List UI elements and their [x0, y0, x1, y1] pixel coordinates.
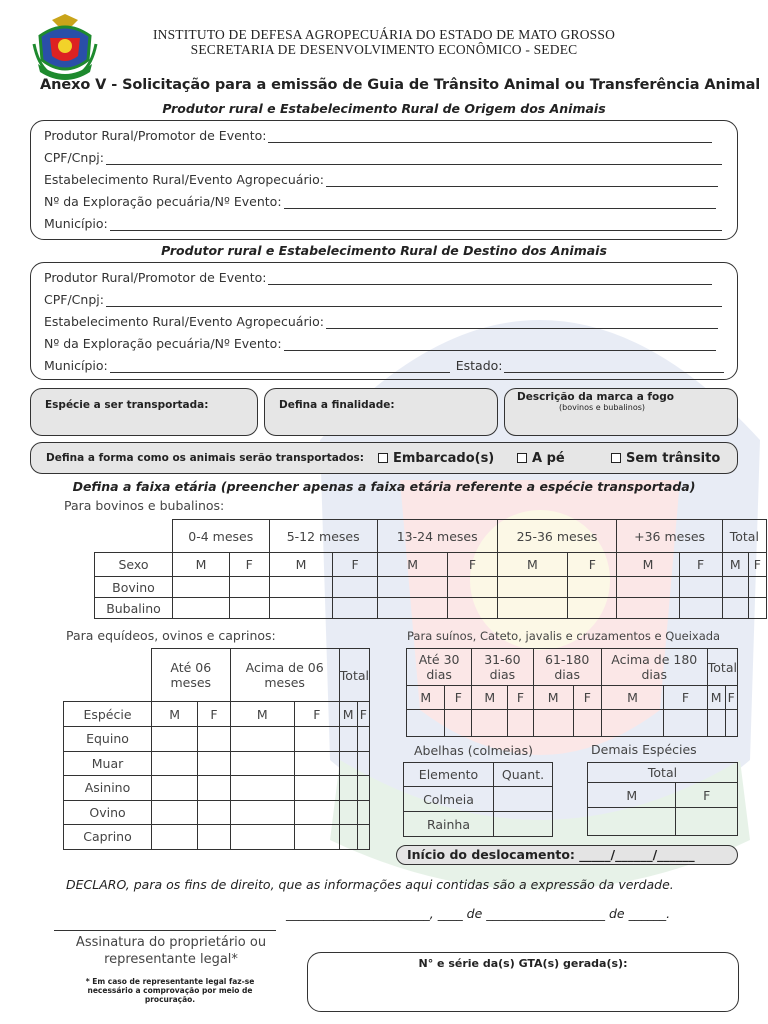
- sexo-label: Sexo: [95, 553, 173, 577]
- suinos-header: Acima de 180 dias: [601, 649, 707, 686]
- finalidade-box[interactable]: Defina a finalidade:: [264, 388, 498, 436]
- checkbox-icon[interactable]: [611, 453, 621, 463]
- suinos-header: Até 30 dias: [407, 649, 472, 686]
- bovinos-caption: Para bovinos e bubalinos:: [64, 498, 225, 513]
- option-a-pe[interactable]: A pé: [517, 451, 565, 466]
- equideos-header: Acima de 06 meses: [230, 649, 339, 702]
- table-row-label: Colmeia: [404, 787, 494, 812]
- destino-cpf-field[interactable]: CPF/Cnpj:: [44, 292, 722, 307]
- table-row-label: Muar: [64, 751, 152, 776]
- faixa-etaria-title: Defina a faixa etária (preencher apenas a faixa etária referente a espécie transportada): [72, 479, 696, 494]
- marca-fogo-box[interactable]: Descrição da marca a fogo (bovinos e bubalinos): [504, 388, 738, 436]
- header-institute: INSTITUTO DE DEFESA AGROPECUÁRIA DO ESTADO DE MATO GROSSO: [152, 27, 616, 42]
- bovinos-header: +36 meses: [617, 520, 722, 553]
- suinos-header: Total: [707, 649, 737, 686]
- suinos-header: 61-180 dias: [533, 649, 601, 686]
- signature-line[interactable]: [54, 930, 276, 931]
- origem-exploracao-field[interactable]: Nº da Exploração pecuária/Nº Evento:: [44, 194, 716, 209]
- suinos-header: 31-60 dias: [472, 649, 533, 686]
- declaration-text: DECLARO, para os fins de direito, que as informações aqui contidas são a expressão da verdade.: [66, 877, 674, 892]
- option-embarcado[interactable]: Embarcado(s): [378, 451, 494, 466]
- table-row-label: Caprino: [64, 825, 152, 850]
- destino-section-title: Produtor rural e Estabelecimento Rural de Destino dos Animais: [161, 243, 607, 258]
- checkbox-icon[interactable]: [517, 453, 527, 463]
- origem-municipio-field[interactable]: Município:: [44, 216, 722, 231]
- legal-note: * Em caso de representante legal faz-se necessário a comprovação por meio de procuração.: [85, 977, 255, 1004]
- destino-estabelecimento-field[interactable]: Estabelecimento Rural/Evento Agropecuário:: [44, 314, 718, 329]
- suinos-table: Até 30 dias 31-60 dias 61-180 dias Acima de 180 dias Total M F M F M F M F M F: [406, 648, 738, 737]
- bovinos-header: 25-36 meses: [497, 520, 617, 553]
- table-row-label: Asinino: [64, 776, 152, 801]
- inicio-deslocamento[interactable]: Início do deslocamento: _____/______/______: [396, 845, 738, 865]
- table-row-label: Rainha: [404, 812, 494, 837]
- signature-label: Assinatura do proprietário ou representante legal*: [75, 935, 267, 967]
- especie-label: Espécie: [64, 702, 152, 727]
- bovinos-header: 5-12 meses: [269, 520, 377, 553]
- origem-estabelecimento-field[interactable]: Estabelecimento Rural/Evento Agropecuário:: [44, 172, 718, 187]
- annex-title: Anexo V - Solicitação para a emissão de Guia de Trânsito Animal ou Transferência Animal: [40, 77, 761, 93]
- destino-produtor-field[interactable]: Produtor Rural/Promotor de Evento:: [44, 270, 712, 285]
- abelhas-caption: Abelhas (colmeias): [414, 743, 533, 758]
- table-row-label: Bubalino: [95, 598, 173, 619]
- especie-box[interactable]: Espécie a ser transportada:: [30, 388, 258, 436]
- bovinos-table: 0-4 meses 5-12 meses 13-24 meses 25-36 meses +36 meses Total Sexo M F M F M F M F M F M F Bovino Bubalino: [94, 519, 767, 619]
- bovinos-header: Total: [722, 520, 766, 553]
- transporte-label: Defina a forma como os animais serão transportados:: [46, 452, 364, 464]
- table-row-label: Bovino: [95, 577, 173, 598]
- destino-estado-label: Estado:: [455, 358, 503, 373]
- state-coat-of-arms-logo: [32, 14, 98, 84]
- header-secretaria: SECRETARIA DE DESENVOLVIMENTO ECONÔMICO - SEDEC: [190, 42, 578, 57]
- option-sem-transito[interactable]: Sem trânsito: [611, 451, 720, 466]
- abelhas-table: Elemento Quant. Colmeia Rainha: [403, 762, 553, 837]
- equideos-table: Até 06 meses Acima de 06 meses Total Espécie M F M F M F Equino Muar Asinino Ovino Caprino: [63, 648, 370, 850]
- gta-box[interactable]: N° e série da(s) GTA(s) gerada(s):: [307, 952, 739, 1012]
- origem-cpf-field[interactable]: CPF/Cnpj:: [44, 150, 722, 165]
- date-place-line[interactable]: _______________________, ____ de ___________________ de ______.: [286, 906, 671, 921]
- equideos-header: Até 06 meses: [152, 649, 231, 702]
- demais-caption: Demais Espécies: [591, 742, 697, 757]
- origem-produtor-field[interactable]: Produtor Rural/Promotor de Evento:: [44, 128, 712, 143]
- origem-section-title: Produtor rural e Estabelecimento Rural de Origem dos Animais: [162, 101, 606, 116]
- suinos-caption: Para suínos, Cateto, javalis e cruzamentos e Queixada: [407, 629, 721, 643]
- equideos-caption: Para equídeos, ovinos e caprinos:: [66, 628, 276, 643]
- table-row-label: Equino: [64, 727, 152, 752]
- table-row-label: Ovino: [64, 800, 152, 825]
- bovinos-header: 13-24 meses: [377, 520, 497, 553]
- bovinos-header: 0-4 meses: [173, 520, 270, 553]
- demais-table: Total M F: [587, 762, 738, 836]
- checkbox-icon[interactable]: [378, 453, 388, 463]
- destino-municipio-field[interactable]: Município: Estado:: [44, 358, 724, 373]
- equideos-header: Total: [339, 649, 369, 702]
- destino-exploracao-field[interactable]: Nº da Exploração pecuária/Nº Evento:: [44, 336, 716, 351]
